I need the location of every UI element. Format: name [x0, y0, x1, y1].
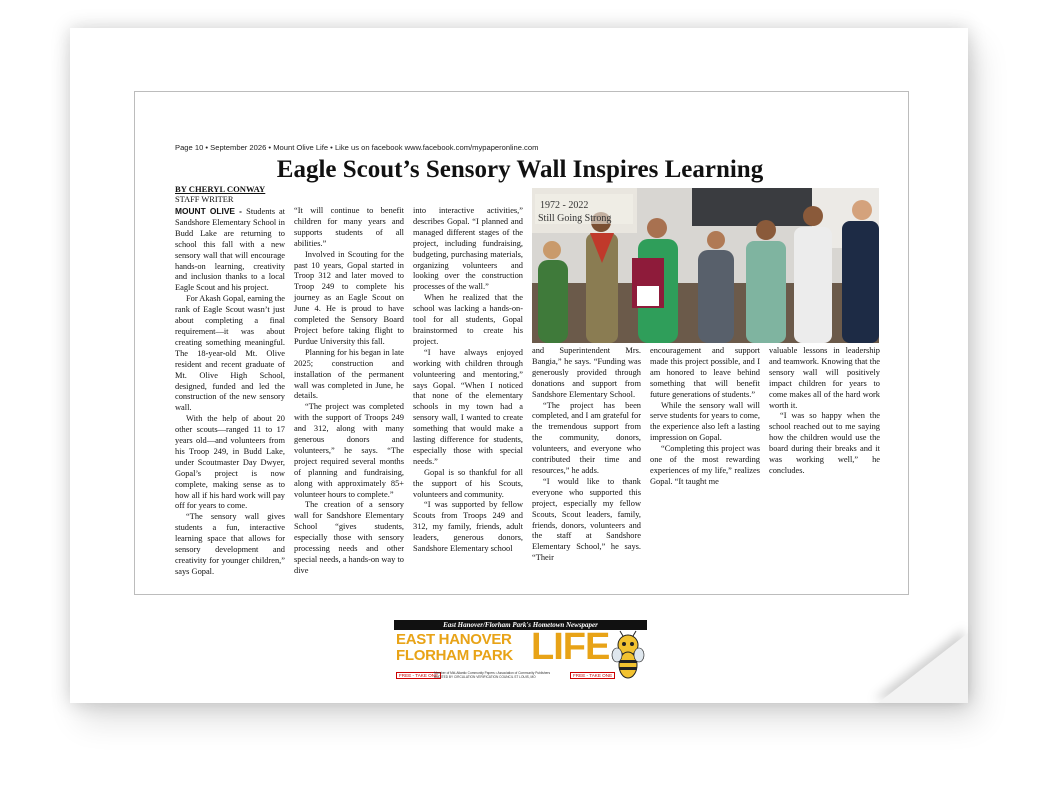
paragraph: The creation of a sensory wall for Sandshore Elementary School “gives students, especially those with sensory processing needs and other special needs, a hands-on way to dive: [294, 500, 404, 575]
paragraph: Gopal is so thankful for all the support of his Scouts, volunteers and community.: [413, 467, 523, 499]
article-column-6: [769, 346, 880, 548]
paragraph: “The project has been completed, and I am grateful for the tremendous support from the community, donors, volunteers, and everyone who contributed their time and resources,” he adds.: [532, 400, 641, 475]
article-column-2: [294, 206, 404, 575]
paragraph: encouragement and support made this project possible, and I am honored to leave behind something that will benefit future generations of students.”: [650, 346, 760, 399]
paragraph: into interactive activities,” describes Gopal. “I planned and managed different stages of the project, including fundraising, budgeting, purchasing materials, organizing volunteers and looking over the construction processes of the wall.”: [413, 206, 523, 292]
banner-year: 1972 - 2022: [540, 200, 589, 211]
paragraph: “I was supported by fellow Scouts from Troops 249 and 312, my family, friends, adult leaders, generous donors, Sandshore Elementary school: [413, 500, 523, 554]
photo-graphic: [532, 188, 879, 343]
paragraph: Involved in Scouting for the past 10 years, Gopal started in Troop 312 and later moved to Troop 249 to complete his journey as an Eagle Scout on June 4. He is proud to have completed the Sensory Board Project before taking flight to Purdue University this fall.: [294, 249, 404, 346]
paragraph: “The project was completed with the support of Troops 249 and 312, along with many generous donors and volunteers,” he says. “The project required several months of planning and fundraising, along with approximately 85+ volunteer hours to complete.”: [294, 402, 404, 499]
paragraph-text: Students at Sandshore Elementary School in Budd Lake are returning to school this fall with a new sensory wall that will encourage hands-on learning, creativity and inclusion thanks to a local Eagle Scout and his project.: [175, 207, 285, 293]
paragraph: valuable lessons in leadership and teamwork. Knowing that the sensory wall will positively impact children for years to come makes all of the hard work worth it.: [769, 346, 880, 410]
dateline: MOUNT OLIVE -: [175, 206, 247, 216]
article-clipping: [134, 91, 909, 595]
masthead-tagline: East Hanover/Florham Park's Hometown Newspaper: [394, 620, 647, 630]
paragraph: “The sensory wall gives students a fun, interactive learning space that allows for sensory development and creativity for younger children,” says Gopal.: [175, 512, 285, 576]
paragraph: “Completing this project was one of the most rewarding experiences of my life,” realizes Gopal. “It taught me: [650, 444, 760, 486]
paragraph: Planning for his began in late 2025; construction and installation of the permanent wall was completed in June, he details.: [294, 347, 404, 401]
paragraph: While the sensory wall will serve students for years to come, the experience also left a lasting impression on Gopal.: [650, 400, 760, 443]
page-curl: [878, 633, 968, 703]
paragraph: “I was so happy when the school reached out to me saying how the children would use the board during their breaks and it was working well,” he concludes.: [769, 411, 880, 475]
free-badge-right: FREE - TAKE ONE: [570, 672, 615, 679]
masthead-line-1: EAST HANOVER: [396, 631, 512, 648]
byline-title: STAFF WRITER: [175, 195, 234, 204]
paragraph: When he realized that the school was lacking a hands-on-tool for all students, Gopal brainstormed to create his project.: [413, 293, 523, 346]
paragraph: With the help of about 20 other scouts—ranged 11 to 17 years old—and volunteers from his Troop 249, in Budd Lake, under Scoutmaster Day Dwyer, Gopal’s project is now complete, making sense as to how all if his hard work will pay off for years to come.: [175, 414, 285, 511]
paragraph: and Superintendent Mrs. Bangia,” he says. “Funding was generously provided through donations and support from Sandshore Elementary School.: [532, 346, 641, 399]
page-folio: Page 10 • September 2026 • Mount Olive Life • Like us on facebook www.facebook.com/mypaperonline.com: [175, 143, 539, 152]
banner-text: Still Going Strong: [538, 213, 612, 224]
masthead-small-print: Member of Mid-Atlantic Community Papers • Association of Community Publishers AUDITED BY CIRCULATION VERIFICATION COUNCIL ST LOUIS, MO: [434, 671, 551, 679]
masthead-line-2: FLORHAM PARK: [396, 647, 513, 664]
article-photo: [532, 188, 879, 343]
article-column-5: [650, 346, 760, 548]
article-headline: Eagle Scout’s Sensory Wall Inspires Learning: [276, 156, 764, 183]
paragraph: For Akash Gopal, earning the rank of Eagle Scout wasn’t just about completing a final requirement—it was about creating something meaningful. The 18-year-old Mt. Olive resident and recent graduate of Mt. Olive High School, designed, funded and led the construction of the new sensory wall.: [175, 294, 285, 413]
paragraph: “I would like to thank everyone who supported this project, especially my fellow Scouts, Scout leaders, family, friends, donors, volunteers and the staff at Sandshore Elementary School,” he says. “Their: [532, 476, 641, 563]
paragraph: [175, 206, 285, 294]
bee-mascot-icon: [611, 631, 645, 683]
free-badge-left: FREE - TAKE ONE: [396, 672, 441, 679]
byline: BY CHERYL CONWAY: [175, 184, 266, 194]
person-7: [842, 200, 879, 343]
paragraph: “I have always enjoyed working with children through volunteering and mentoring,” says Gopal. “When I noticed that none of the elementary schools in my town had a sensory wall, I wanted to create something that would make a lasting difference for students, especially those with special needs.”: [413, 347, 523, 466]
paragraph: “It will continue to benefit children for many years and supports students of all abilities.”: [294, 206, 404, 248]
masthead-life: LIFE: [531, 626, 610, 668]
article-column-4: [532, 346, 641, 563]
article-column-1: [175, 206, 285, 576]
article-column-3: [413, 206, 523, 554]
newspaper-sheet: [70, 28, 968, 703]
newspaper-masthead: [394, 620, 647, 684]
